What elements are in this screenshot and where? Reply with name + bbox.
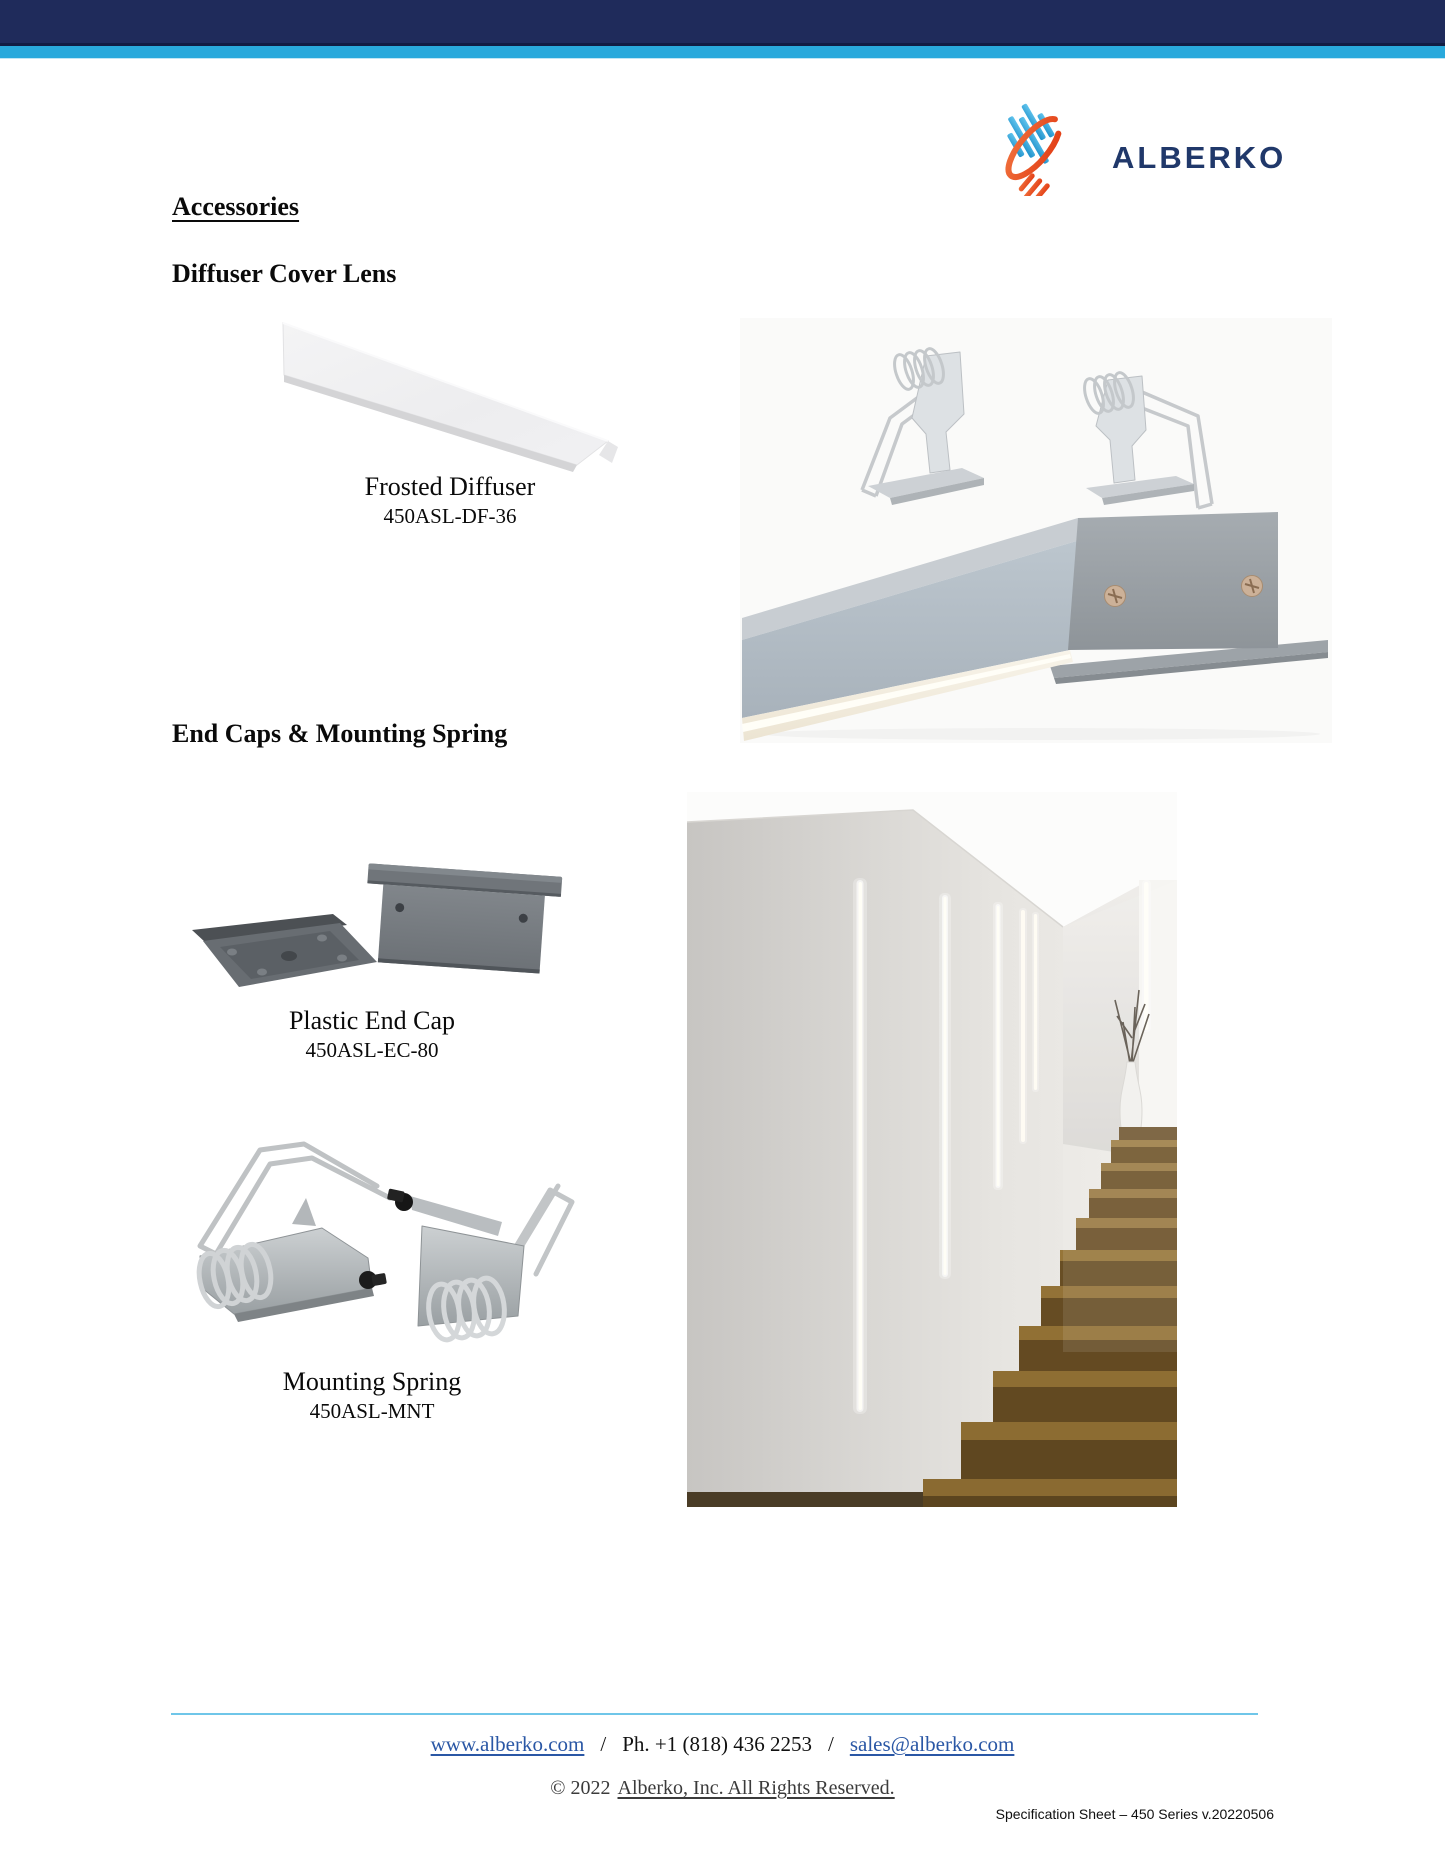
staircase-application-photo bbox=[687, 792, 1177, 1507]
recessed-profile-render-image bbox=[740, 318, 1332, 743]
accessories-title: Accessories bbox=[172, 192, 300, 221]
spec-sheet-note: Specification Sheet – 450 Series v.20220506 bbox=[995, 1806, 1274, 1822]
mounting-spring-left bbox=[195, 1144, 390, 1322]
contact-separator: / bbox=[600, 1732, 607, 1756]
plastic-end-cap-name: Plastic End Cap bbox=[288, 1006, 456, 1035]
footer-divider bbox=[171, 1713, 1258, 1715]
screw-icon bbox=[1242, 576, 1263, 597]
top-navy-bar bbox=[0, 0, 1445, 43]
phone-text: Ph. +1 (818) 436 2253 bbox=[622, 1732, 812, 1756]
footer-contact-line bbox=[0, 1732, 1445, 1757]
alberko-logo-text: ALBERKO bbox=[1112, 140, 1287, 175]
end-cap-left bbox=[192, 914, 377, 987]
end-cap-right bbox=[362, 863, 562, 974]
copyright-link[interactable]: Alberko, Inc. All Rights Reserved. bbox=[617, 1777, 895, 1799]
endcaps-section-heading: End Caps & Mounting Spring bbox=[172, 719, 508, 748]
alberko-logo-icon bbox=[996, 96, 1076, 196]
copyright-prefix: © 2022 bbox=[550, 1777, 611, 1799]
frosted-diffuser-image bbox=[270, 305, 630, 475]
top-accent-bar bbox=[0, 46, 1445, 58]
diffuser-section-heading: Diffuser Cover Lens bbox=[172, 259, 397, 288]
website-link[interactable]: www.alberko.com bbox=[430, 1732, 585, 1756]
mounting-spring-model: 450ASL-MNT bbox=[309, 1399, 435, 1423]
mounting-spring-image bbox=[172, 1128, 582, 1358]
plastic-end-cap-model: 450ASL-EC-80 bbox=[305, 1038, 439, 1062]
frosted-diffuser-name: Frosted Diffuser bbox=[364, 472, 536, 501]
email-link[interactable]: sales@alberko.com bbox=[849, 1732, 1015, 1756]
plastic-end-cap-image bbox=[180, 858, 575, 1008]
contact-separator: / bbox=[827, 1732, 834, 1756]
mounting-spring-right bbox=[387, 1186, 572, 1342]
copyright-line bbox=[0, 1777, 1445, 1800]
screw-icon bbox=[1105, 586, 1126, 607]
mounting-spring-name: Mounting Spring bbox=[282, 1367, 462, 1396]
frosted-diffuser-model: 450ASL-DF-36 bbox=[383, 504, 517, 528]
